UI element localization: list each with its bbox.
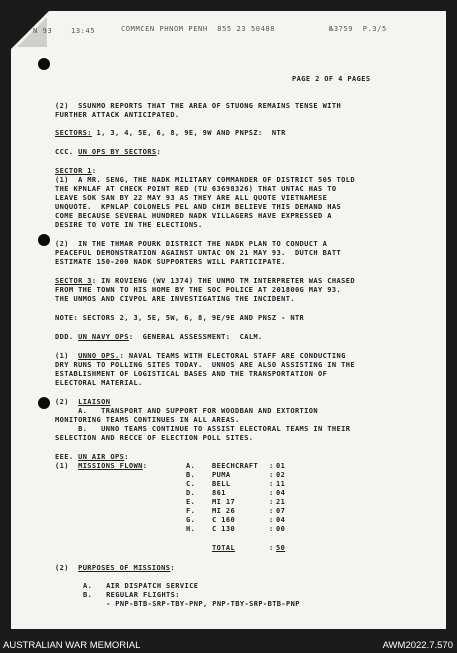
text-line: B. UNNO TEAMS CONTINUE TO ASSIST ELECTORAL TEAMS IN THEIR	[55, 425, 351, 433]
sectors-line: SECTORS: 1, 3, 4, 5E, 6, 8, 9E, 9W AND PNPSZ: NTR	[55, 129, 286, 137]
punch-hole	[38, 58, 50, 70]
sector3-heading: SECTOR 3	[55, 277, 92, 285]
document-page	[11, 11, 446, 629]
page-label: PAGE 2 OF 4 PAGES	[292, 75, 371, 83]
footer-accession: AWM2022.7.570	[382, 640, 453, 651]
mission-count: 04	[276, 489, 286, 497]
text-line: LEAVE SOK SAN BY 22 MAY 93 AS THEY ARE ALL QUOTE VIETNAMESE	[55, 194, 328, 202]
text-line: PEACEFUL DEMONSTRATION AGAINST UNTAC ON 21 MAY 93. DUTCH BATT	[55, 249, 342, 257]
mission-colon: :	[269, 480, 274, 488]
mission-aircraft: BELL	[212, 480, 231, 488]
mission-aircraft: C 130	[212, 525, 236, 533]
ccc-heading: CCC. UN OPS BY SECTORS:	[55, 148, 162, 156]
fax-date: N 93	[33, 27, 53, 35]
punch-hole	[38, 397, 50, 409]
mission-aircraft: 861	[212, 489, 226, 497]
sector1-heading: SECTOR 1:	[55, 167, 97, 175]
mission-colon: :	[269, 498, 274, 506]
text-line: ESTABLISHMENT OF LOGISTICAL BASES AND THE TRANSPORTATION OF	[55, 370, 328, 378]
mission-letter: G.	[186, 516, 196, 524]
mission-colon: :	[269, 489, 274, 497]
text-line: (2) IN THE THMAR POURK DISTRICT THE NADK PLAN TO CONDUCT A	[55, 240, 328, 248]
mission-count: 04	[276, 516, 286, 524]
fax-time: 13:45	[71, 27, 96, 35]
mission-letter: B.	[186, 471, 196, 479]
text-line: FURTHER ATTACK ANTICIPATED.	[55, 111, 180, 119]
text-line: A. TRANSPORT AND SUPPORT FOR WOODBAN AND EXTORTION	[55, 407, 319, 415]
footer-credit: AUSTRALIAN WAR MEMORIAL	[3, 640, 141, 651]
mission-count: 21	[276, 498, 286, 506]
mission-aircraft: BEECHCRAFT	[212, 462, 259, 470]
mission-colon: :	[269, 462, 274, 470]
mission-count: 02	[276, 471, 286, 479]
liaison-heading: (2) LIAISON	[55, 398, 111, 406]
text-line: (1) A MR. SENG, THE NADK MILITARY COMMANDER OF DISTRICT 505 TOLD	[55, 176, 355, 184]
text-line: UNQUOTE. KPNLAP COLONELS PEL AND CHIM BELIEVE THIS DEMAND HAS	[55, 203, 342, 211]
ddd-heading: DDD. UN NAVY OPS: GENERAL ASSESSMENT: CALM.	[55, 333, 263, 341]
total-colon: :	[269, 544, 274, 552]
eee-heading: EEE. UN AIR OPS:	[55, 453, 129, 461]
footer-bar	[0, 633, 457, 653]
text-line: ESTIMATE 150-200 NADK SUPPORTERS WILL PARTICIPATE.	[55, 258, 286, 266]
mission-aircraft: PUMA	[212, 471, 231, 479]
mission-count: 07	[276, 507, 286, 515]
text-line: B. REGULAR FLIGHTS:	[83, 591, 180, 599]
text-line: A. AIR DISPATCH SERVICE	[83, 582, 199, 590]
text-line: DRY RUNS TO POLLING SITES TODAY. UNNOS ARE ALSO ASSISTING IN THE	[55, 361, 355, 369]
mission-letter: D.	[186, 489, 196, 497]
text-line: COME BECAUSE SEVERAL HUNDRED NADK VILLAGERS HAVE EXPRESSED A	[55, 212, 332, 220]
fax-sender: COMMCEN PHNOM PENH 855 23 50488	[121, 25, 276, 33]
mission-colon: :	[269, 525, 274, 533]
sectors-heading: SECTORS:	[55, 129, 92, 137]
mission-colon: :	[269, 507, 274, 515]
mission-count: 00	[276, 525, 286, 533]
text-line: DESIRE TO VOTE IN THE ELECTIONS.	[55, 221, 203, 229]
text-line: SELECTION AND RECCE OF ELECTION POLL SITES.	[55, 434, 254, 442]
mission-letter: F.	[186, 507, 196, 515]
fax-page-ref: №3759 P.3/5	[329, 25, 387, 33]
mission-letter: E.	[186, 498, 196, 506]
text-line: FROM THE TOWN TO HIS HOME BY THE SOC POLICE AT 201800G MAY 93.	[55, 286, 342, 294]
mission-aircraft: MI 17	[212, 498, 236, 506]
purposes-heading: (2) PURPOSES OF MISSIONS:	[55, 564, 175, 572]
total-label: TOTAL	[212, 544, 236, 552]
mission-count: 11	[276, 480, 286, 488]
total-value: 50	[276, 544, 286, 552]
unno-ops-line: (1) UNNO OPS.: NAVAL TEAMS WITH ELECTORAL STAFF ARE CONDUCTING	[55, 352, 346, 360]
sector3-line: SECTOR 3: IN ROVIENG (WV 1374) THE UNMO TM INTERPRETER WAS CHASED	[55, 277, 355, 285]
mission-colon: :	[269, 516, 274, 524]
mission-letter: C.	[186, 480, 196, 488]
text-line: ELECTORAL MATERIAL.	[55, 379, 143, 387]
text-line: (2) SSUNMO REPORTS THAT THE AREA OF STUONG REMAINS TENSE WITH	[55, 102, 342, 110]
mission-letter: H.	[186, 525, 196, 533]
text-line: - PNP-BTB-SRP-TBY-PNP, PNP-TBY-SRP-BTB-PNP	[83, 600, 300, 608]
text-line: THE UNMOS AND CIVPOL ARE INVESTIGATING THE INCIDENT.	[55, 295, 295, 303]
text-line: MONITORING TEAMS CONTINUES IN ALL AREAS.	[55, 416, 240, 424]
text-line: THE KPNLAF AT CHECK POINT RED (TU 63698326) THAT UNTAC HAS TO	[55, 185, 337, 193]
note-line: NOTE: SECTORS 2, 3, 5E, 5W, 6, 8, 9E/9E AND PNSZ - NTR	[55, 314, 305, 322]
punch-hole	[38, 234, 50, 246]
missions-flown-heading: (1) MISSIONS FLOWN:	[55, 462, 148, 470]
mission-letter: A.	[186, 462, 196, 470]
mission-aircraft: MI 26	[212, 507, 236, 515]
mission-aircraft: C 160	[212, 516, 236, 524]
mission-count: 01	[276, 462, 286, 470]
mission-colon: :	[269, 471, 274, 479]
